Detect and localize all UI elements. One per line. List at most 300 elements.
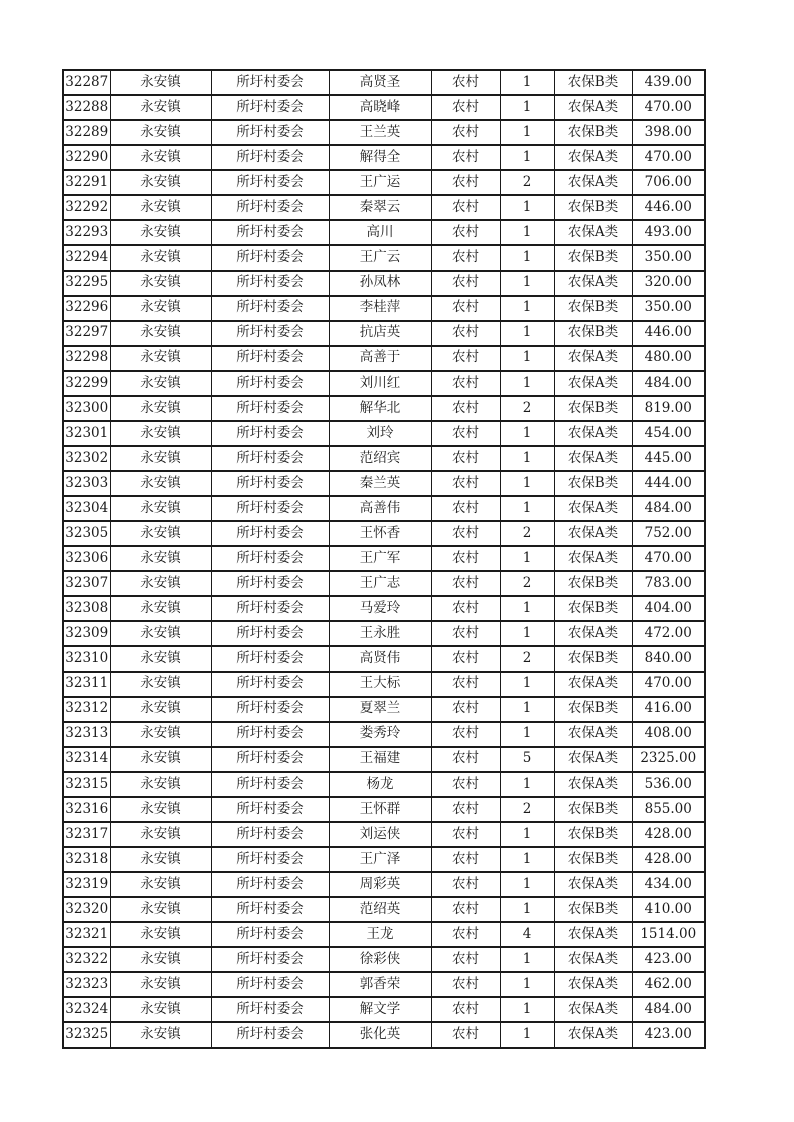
- person-name-cell: 解文学: [329, 997, 431, 1022]
- insurance-class-cell: 农保B类: [554, 797, 632, 822]
- village-committee-cell: 所圩村委会: [211, 672, 329, 697]
- insurance-class-cell: 农保B类: [554, 70, 632, 95]
- person-name-cell: 王怀香: [329, 521, 431, 546]
- village-committee-cell: 所圩村委会: [211, 1022, 329, 1048]
- village-committee-cell: 所圩村委会: [211, 822, 329, 847]
- record-id-cell: 32313: [63, 722, 110, 747]
- village-committee-cell: 所圩村委会: [211, 596, 329, 621]
- table-row: [63, 772, 705, 797]
- record-id-cell: 32292: [63, 195, 110, 220]
- amount-cell: 434.00: [632, 872, 705, 897]
- person-name-cell: 王广泽: [329, 847, 431, 872]
- residence-type-cell: 农村: [431, 997, 500, 1022]
- record-id-cell: 32318: [63, 847, 110, 872]
- person-name-cell: 王永胜: [329, 621, 431, 646]
- residence-type-cell: 农村: [431, 972, 500, 997]
- table-row: [63, 847, 705, 872]
- person-name-cell: 郭香荣: [329, 972, 431, 997]
- table-row: [63, 170, 705, 195]
- insurance-class-cell: 农保A类: [554, 220, 632, 245]
- village-committee-cell: 所圩村委会: [211, 697, 329, 722]
- town-cell: 永安镇: [110, 95, 211, 120]
- person-count-cell: 1: [500, 997, 554, 1022]
- table-row: [63, 446, 705, 471]
- table-row: [63, 321, 705, 346]
- village-committee-cell: 所圩村委会: [211, 95, 329, 120]
- record-id-cell: 32319: [63, 872, 110, 897]
- person-count-cell: 1: [500, 446, 554, 471]
- town-cell: 永安镇: [110, 371, 211, 396]
- record-id-cell: 32316: [63, 797, 110, 822]
- village-committee-cell: 所圩村委会: [211, 997, 329, 1022]
- insurance-class-cell: 农保A类: [554, 772, 632, 797]
- amount-cell: 470.00: [632, 672, 705, 697]
- amount-cell: 484.00: [632, 496, 705, 521]
- residence-type-cell: 农村: [431, 546, 500, 571]
- insurance-class-cell: 农保B类: [554, 471, 632, 496]
- village-committee-cell: 所圩村委会: [211, 471, 329, 496]
- person-count-cell: 5: [500, 747, 554, 772]
- amount-cell: 416.00: [632, 697, 705, 722]
- amount-cell: 428.00: [632, 822, 705, 847]
- table-row: [63, 346, 705, 371]
- person-name-cell: 杨龙: [329, 772, 431, 797]
- insurance-class-cell: 农保B类: [554, 822, 632, 847]
- person-count-cell: 2: [500, 170, 554, 195]
- record-id-cell: 32291: [63, 170, 110, 195]
- record-id-cell: 32308: [63, 596, 110, 621]
- person-name-cell: 李桂萍: [329, 296, 431, 321]
- person-count-cell: 1: [500, 1022, 554, 1048]
- village-committee-cell: 所圩村委会: [211, 922, 329, 947]
- amount-cell: 404.00: [632, 596, 705, 621]
- records-table-body: [63, 70, 705, 1048]
- amount-cell: 484.00: [632, 371, 705, 396]
- town-cell: 永安镇: [110, 646, 211, 671]
- residence-type-cell: 农村: [431, 446, 500, 471]
- town-cell: 永安镇: [110, 220, 211, 245]
- insurance-class-cell: 农保B类: [554, 897, 632, 922]
- record-id-cell: 32312: [63, 697, 110, 722]
- person-name-cell: 秦兰英: [329, 471, 431, 496]
- person-count-cell: 2: [500, 797, 554, 822]
- table-row: [63, 596, 705, 621]
- village-committee-cell: 所圩村委会: [211, 70, 329, 95]
- town-cell: 永安镇: [110, 70, 211, 95]
- amount-cell: 423.00: [632, 947, 705, 972]
- person-name-cell: 王怀群: [329, 797, 431, 822]
- amount-cell: 446.00: [632, 321, 705, 346]
- person-count-cell: 1: [500, 245, 554, 270]
- town-cell: 永安镇: [110, 321, 211, 346]
- village-committee-cell: 所圩村委会: [211, 972, 329, 997]
- amount-cell: 445.00: [632, 446, 705, 471]
- insurance-class-cell: 农保A类: [554, 947, 632, 972]
- village-committee-cell: 所圩村委会: [211, 271, 329, 296]
- table-row: [63, 271, 705, 296]
- village-committee-cell: 所圩村委会: [211, 646, 329, 671]
- table-row: [63, 822, 705, 847]
- person-count-cell: 1: [500, 346, 554, 371]
- amount-cell: 462.00: [632, 972, 705, 997]
- record-id-cell: 32314: [63, 747, 110, 772]
- table-row: [63, 872, 705, 897]
- residence-type-cell: 农村: [431, 371, 500, 396]
- residence-type-cell: 农村: [431, 747, 500, 772]
- town-cell: 永安镇: [110, 145, 211, 170]
- person-count-cell: 1: [500, 972, 554, 997]
- insurance-class-cell: 农保A类: [554, 271, 632, 296]
- person-count-cell: 2: [500, 571, 554, 596]
- town-cell: 永安镇: [110, 1022, 211, 1048]
- town-cell: 永安镇: [110, 546, 211, 571]
- table-row: [63, 697, 705, 722]
- insurance-class-cell: 农保B类: [554, 245, 632, 270]
- table-row: [63, 646, 705, 671]
- person-count-cell: 1: [500, 145, 554, 170]
- insurance-class-cell: 农保B类: [554, 646, 632, 671]
- table-row: [63, 972, 705, 997]
- residence-type-cell: 农村: [431, 396, 500, 421]
- person-name-cell: 王广志: [329, 571, 431, 596]
- person-count-cell: 1: [500, 546, 554, 571]
- table-row: [63, 396, 705, 421]
- town-cell: 永安镇: [110, 195, 211, 220]
- village-committee-cell: 所圩村委会: [211, 797, 329, 822]
- amount-cell: 706.00: [632, 170, 705, 195]
- residence-type-cell: 农村: [431, 922, 500, 947]
- person-name-cell: 高善伟: [329, 496, 431, 521]
- town-cell: 永安镇: [110, 421, 211, 446]
- insurance-class-cell: 农保B类: [554, 195, 632, 220]
- town-cell: 永安镇: [110, 772, 211, 797]
- village-committee-cell: 所圩村委会: [211, 947, 329, 972]
- village-committee-cell: 所圩村委会: [211, 722, 329, 747]
- residence-type-cell: 农村: [431, 220, 500, 245]
- residence-type-cell: 农村: [431, 872, 500, 897]
- residence-type-cell: 农村: [431, 822, 500, 847]
- person-name-cell: 范绍英: [329, 897, 431, 922]
- person-count-cell: 1: [500, 321, 554, 346]
- person-name-cell: 高晓峰: [329, 95, 431, 120]
- record-id-cell: 32324: [63, 997, 110, 1022]
- record-id-cell: 32321: [63, 922, 110, 947]
- insurance-class-cell: 农保A类: [554, 371, 632, 396]
- village-committee-cell: 所圩村委会: [211, 521, 329, 546]
- table-row: [63, 897, 705, 922]
- table-row: [63, 997, 705, 1022]
- insurance-class-cell: 农保A类: [554, 170, 632, 195]
- amount-cell: 446.00: [632, 195, 705, 220]
- residence-type-cell: 农村: [431, 571, 500, 596]
- amount-cell: 428.00: [632, 847, 705, 872]
- village-committee-cell: 所圩村委会: [211, 371, 329, 396]
- town-cell: 永安镇: [110, 972, 211, 997]
- town-cell: 永安镇: [110, 471, 211, 496]
- person-count-cell: 1: [500, 421, 554, 446]
- table-row: [63, 571, 705, 596]
- record-id-cell: 32310: [63, 646, 110, 671]
- person-count-cell: 1: [500, 596, 554, 621]
- table-row: [63, 371, 705, 396]
- person-name-cell: 秦翠云: [329, 195, 431, 220]
- residence-type-cell: 农村: [431, 95, 500, 120]
- town-cell: 永安镇: [110, 897, 211, 922]
- table-row: [63, 70, 705, 95]
- person-name-cell: 刘运侠: [329, 822, 431, 847]
- record-id-cell: 32320: [63, 897, 110, 922]
- table-row: [63, 1022, 705, 1048]
- person-name-cell: 抗店英: [329, 321, 431, 346]
- person-count-cell: 1: [500, 822, 554, 847]
- village-committee-cell: 所圩村委会: [211, 546, 329, 571]
- residence-type-cell: 农村: [431, 847, 500, 872]
- insurance-class-cell: 农保A类: [554, 446, 632, 471]
- insurance-class-cell: 农保A类: [554, 672, 632, 697]
- village-committee-cell: 所圩村委会: [211, 396, 329, 421]
- amount-cell: 752.00: [632, 521, 705, 546]
- insurance-class-cell: 农保B类: [554, 571, 632, 596]
- amount-cell: 840.00: [632, 646, 705, 671]
- record-id-cell: 32322: [63, 947, 110, 972]
- village-committee-cell: 所圩村委会: [211, 245, 329, 270]
- town-cell: 永安镇: [110, 245, 211, 270]
- town-cell: 永安镇: [110, 396, 211, 421]
- village-committee-cell: 所圩村委会: [211, 120, 329, 145]
- record-id-cell: 32293: [63, 220, 110, 245]
- person-name-cell: 刘玲: [329, 421, 431, 446]
- town-cell: 永安镇: [110, 847, 211, 872]
- residence-type-cell: 农村: [431, 70, 500, 95]
- person-count-cell: 1: [500, 672, 554, 697]
- insurance-class-cell: 农保A类: [554, 621, 632, 646]
- residence-type-cell: 农村: [431, 145, 500, 170]
- insurance-class-cell: 农保B类: [554, 296, 632, 321]
- person-count-cell: 1: [500, 70, 554, 95]
- residence-type-cell: 农村: [431, 772, 500, 797]
- record-id-cell: 32287: [63, 70, 110, 95]
- insurance-class-cell: 农保A类: [554, 872, 632, 897]
- town-cell: 永安镇: [110, 521, 211, 546]
- person-name-cell: 周彩英: [329, 872, 431, 897]
- amount-cell: 470.00: [632, 95, 705, 120]
- village-committee-cell: 所圩村委会: [211, 145, 329, 170]
- insurance-class-cell: 农保B类: [554, 396, 632, 421]
- records-table: [62, 69, 706, 1049]
- insurance-class-cell: 农保A类: [554, 722, 632, 747]
- record-id-cell: 32311: [63, 672, 110, 697]
- record-id-cell: 32300: [63, 396, 110, 421]
- village-committee-cell: 所圩村委会: [211, 446, 329, 471]
- village-committee-cell: 所圩村委会: [211, 772, 329, 797]
- residence-type-cell: 农村: [431, 296, 500, 321]
- record-id-cell: 32288: [63, 95, 110, 120]
- town-cell: 永安镇: [110, 120, 211, 145]
- amount-cell: 536.00: [632, 772, 705, 797]
- insurance-class-cell: 农保A类: [554, 546, 632, 571]
- person-name-cell: 王广军: [329, 546, 431, 571]
- insurance-class-cell: 农保A类: [554, 972, 632, 997]
- amount-cell: 855.00: [632, 797, 705, 822]
- person-count-cell: 2: [500, 646, 554, 671]
- person-count-cell: 1: [500, 947, 554, 972]
- residence-type-cell: 农村: [431, 697, 500, 722]
- record-id-cell: 32299: [63, 371, 110, 396]
- village-committee-cell: 所圩村委会: [211, 747, 329, 772]
- town-cell: 永安镇: [110, 596, 211, 621]
- person-count-cell: 1: [500, 220, 554, 245]
- town-cell: 永安镇: [110, 571, 211, 596]
- person-count-cell: 2: [500, 396, 554, 421]
- record-id-cell: 32295: [63, 271, 110, 296]
- amount-cell: 423.00: [632, 1022, 705, 1048]
- amount-cell: 350.00: [632, 245, 705, 270]
- record-id-cell: 32304: [63, 496, 110, 521]
- village-committee-cell: 所圩村委会: [211, 195, 329, 220]
- record-id-cell: 32306: [63, 546, 110, 571]
- record-id-cell: 32302: [63, 446, 110, 471]
- person-name-cell: 王龙: [329, 922, 431, 947]
- town-cell: 永安镇: [110, 947, 211, 972]
- person-name-cell: 高贤伟: [329, 646, 431, 671]
- amount-cell: 480.00: [632, 346, 705, 371]
- person-name-cell: 王广云: [329, 245, 431, 270]
- person-count-cell: 1: [500, 496, 554, 521]
- amount-cell: 472.00: [632, 621, 705, 646]
- person-count-cell: 1: [500, 471, 554, 496]
- table-row: [63, 496, 705, 521]
- amount-cell: 410.00: [632, 897, 705, 922]
- table-row: [63, 220, 705, 245]
- amount-cell: 454.00: [632, 421, 705, 446]
- record-id-cell: 32325: [63, 1022, 110, 1048]
- town-cell: 永安镇: [110, 747, 211, 772]
- person-count-cell: 1: [500, 95, 554, 120]
- town-cell: 永安镇: [110, 496, 211, 521]
- insurance-class-cell: 农保A类: [554, 922, 632, 947]
- insurance-class-cell: 农保B类: [554, 321, 632, 346]
- person-name-cell: 徐彩侠: [329, 947, 431, 972]
- residence-type-cell: 农村: [431, 271, 500, 296]
- village-committee-cell: 所圩村委会: [211, 897, 329, 922]
- amount-cell: 444.00: [632, 471, 705, 496]
- insurance-class-cell: 农保B类: [554, 596, 632, 621]
- person-count-cell: 1: [500, 296, 554, 321]
- amount-cell: 783.00: [632, 571, 705, 596]
- person-name-cell: 王广运: [329, 170, 431, 195]
- table-row: [63, 621, 705, 646]
- amount-cell: 1514.00: [632, 922, 705, 947]
- residence-type-cell: 农村: [431, 596, 500, 621]
- table-row: [63, 95, 705, 120]
- residence-type-cell: 农村: [431, 521, 500, 546]
- person-name-cell: 范绍宾: [329, 446, 431, 471]
- amount-cell: 493.00: [632, 220, 705, 245]
- residence-type-cell: 农村: [431, 120, 500, 145]
- town-cell: 永安镇: [110, 822, 211, 847]
- village-committee-cell: 所圩村委会: [211, 496, 329, 521]
- record-id-cell: 32301: [63, 421, 110, 446]
- person-name-cell: 张化英: [329, 1022, 431, 1048]
- record-id-cell: 32307: [63, 571, 110, 596]
- person-count-cell: 1: [500, 722, 554, 747]
- table-row: [63, 947, 705, 972]
- residence-type-cell: 农村: [431, 421, 500, 446]
- person-count-cell: 1: [500, 772, 554, 797]
- person-name-cell: 王兰英: [329, 120, 431, 145]
- insurance-class-cell: 农保A类: [554, 1022, 632, 1048]
- table-row: [63, 747, 705, 772]
- person-name-cell: 孙凤林: [329, 271, 431, 296]
- residence-type-cell: 农村: [431, 947, 500, 972]
- record-id-cell: 32294: [63, 245, 110, 270]
- person-count-cell: 4: [500, 922, 554, 947]
- village-committee-cell: 所圩村委会: [211, 571, 329, 596]
- insurance-class-cell: 农保A类: [554, 346, 632, 371]
- table-row: [63, 922, 705, 947]
- record-id-cell: 32290: [63, 145, 110, 170]
- amount-cell: 470.00: [632, 546, 705, 571]
- person-name-cell: 解华北: [329, 396, 431, 421]
- record-id-cell: 32289: [63, 120, 110, 145]
- residence-type-cell: 农村: [431, 496, 500, 521]
- person-name-cell: 高贤圣: [329, 70, 431, 95]
- amount-cell: 398.00: [632, 120, 705, 145]
- town-cell: 永安镇: [110, 296, 211, 321]
- residence-type-cell: 农村: [431, 646, 500, 671]
- person-name-cell: 解得全: [329, 145, 431, 170]
- amount-cell: 484.00: [632, 997, 705, 1022]
- amount-cell: 439.00: [632, 70, 705, 95]
- village-committee-cell: 所圩村委会: [211, 621, 329, 646]
- village-committee-cell: 所圩村委会: [211, 321, 329, 346]
- town-cell: 永安镇: [110, 922, 211, 947]
- amount-cell: 2325.00: [632, 747, 705, 772]
- residence-type-cell: 农村: [431, 471, 500, 496]
- town-cell: 永安镇: [110, 722, 211, 747]
- table-row: [63, 195, 705, 220]
- table-row: [63, 245, 705, 270]
- insurance-class-cell: 农保B类: [554, 697, 632, 722]
- residence-type-cell: 农村: [431, 621, 500, 646]
- person-name-cell: 高川: [329, 220, 431, 245]
- person-name-cell: 王福建: [329, 747, 431, 772]
- town-cell: 永安镇: [110, 346, 211, 371]
- village-committee-cell: 所圩村委会: [211, 346, 329, 371]
- table-row: [63, 471, 705, 496]
- table-row: [63, 421, 705, 446]
- person-name-cell: 刘川红: [329, 371, 431, 396]
- residence-type-cell: 农村: [431, 897, 500, 922]
- town-cell: 永安镇: [110, 170, 211, 195]
- record-id-cell: 32303: [63, 471, 110, 496]
- person-count-cell: 1: [500, 371, 554, 396]
- person-name-cell: 夏翠兰: [329, 697, 431, 722]
- person-name-cell: 王大标: [329, 672, 431, 697]
- village-committee-cell: 所圩村委会: [211, 170, 329, 195]
- amount-cell: 320.00: [632, 271, 705, 296]
- town-cell: 永安镇: [110, 446, 211, 471]
- table-row: [63, 722, 705, 747]
- residence-type-cell: 农村: [431, 245, 500, 270]
- person-name-cell: 娄秀玲: [329, 722, 431, 747]
- residence-type-cell: 农村: [431, 195, 500, 220]
- person-count-cell: 1: [500, 120, 554, 145]
- record-id-cell: 32297: [63, 321, 110, 346]
- record-id-cell: 32309: [63, 621, 110, 646]
- person-count-cell: 1: [500, 271, 554, 296]
- person-name-cell: 马爱玲: [329, 596, 431, 621]
